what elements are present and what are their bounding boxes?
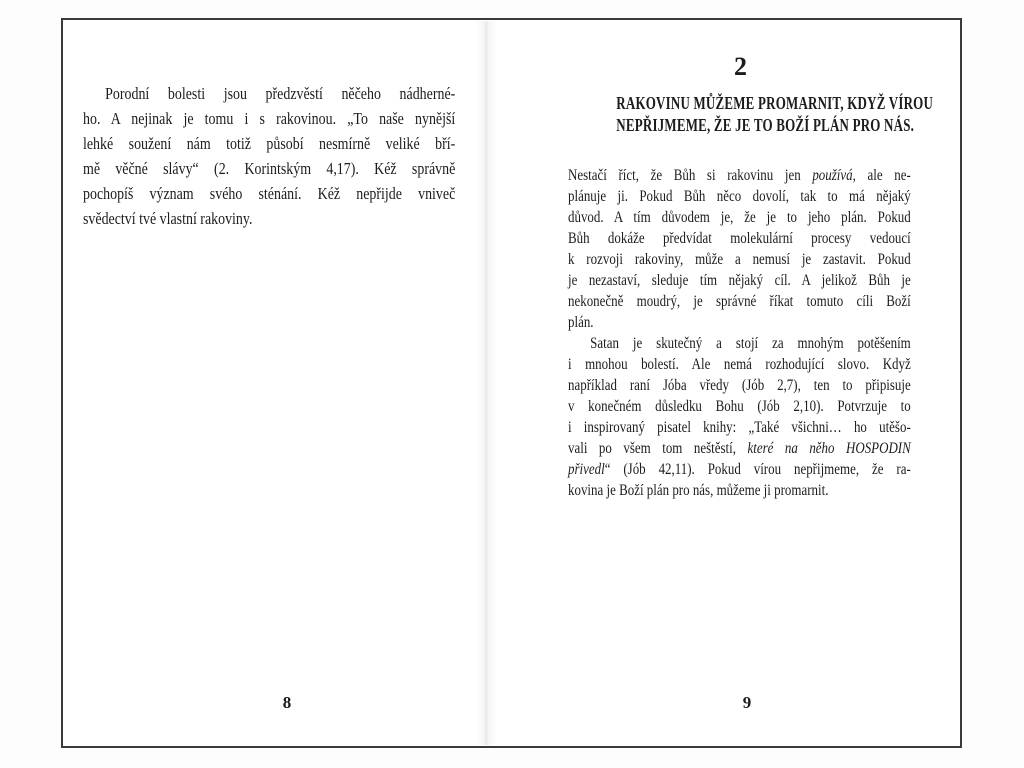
text-line [83,206,455,231]
text-line [568,438,911,459]
text-segment: lehké soužení nám totiž působí nesmírně veliké bří- [83,134,456,153]
text-line [568,291,911,312]
text-segment: ho. A nejinak je tomu i s rakovinou. „To naše nynější [83,109,456,128]
text-segment: Satan je skutečný a stojí za mnohým potěšením [590,335,911,352]
text-line [568,354,911,375]
text-segment: i inspirovaný pisatel knihy: „Také všichni… ho utěšo- [568,419,911,436]
text-line [568,459,911,480]
text-line [568,312,911,333]
text-line [568,417,911,438]
text-line [568,228,911,249]
text-segment-italic: používá [812,167,853,184]
text-line [568,249,911,270]
text-line [568,396,911,417]
text-segment: “ (Jób 42,11). Pokud vírou nepřijmeme, že ra- [604,461,911,478]
text-line [568,207,911,228]
text-segment: Bůh dokáže předvídat molekulární procesy vedoucí [568,230,911,247]
chapter-number: 2 [734,52,747,81]
text-segment: je nezastaví, sleduje tím nějaký cíl. A jelikož Bůh je [568,272,911,289]
text-segment-italic: přivedl [568,461,605,478]
text-segment: plánuje ji. Pokud Bůh něco dovolí, tak to má nějaký [568,188,911,205]
text-segment: k rozvoji rakoviny, může a nemusí je zastavit. Pokud [568,251,911,268]
left-page-number: 8 [282,693,292,712]
text-line [83,181,455,206]
text-segment: kovina je Boží plán pro nás, můžeme ji promarnit. [568,482,829,499]
right-page-body [568,165,911,501]
chapter-title-line-1: RAKOVINU MŮŽEME PROMARNIT, KDYŽ VÍROU [616,93,934,113]
text-segment: i mnohou bolestí. Ale nemá rozhodující slovo. Když [568,356,911,373]
text-segment: , ale ne- [852,167,911,184]
chapter-title-line-2: NEPŘIJMEME, ŽE JE TO BOŽÍ PLÁN PRO NÁS. [616,115,915,135]
text-segment: Porodní bolesti jsou předzvěstí něčeho nádherné- [105,84,456,103]
text-segment: Nestačí říct, že Bůh si rakovinu jen [568,167,813,184]
text-line [568,186,911,207]
text-line [568,375,911,396]
right-page-paragraph-1 [568,165,911,333]
page-gutter-shadow [476,21,496,745]
text-line [83,156,455,181]
text-segment: svědectví tvé vlastní rakoviny. [83,209,253,228]
text-segment-italic: které na něho HOSPODIN [747,440,911,457]
text-segment: důvod. A tím důvodem je, že je to jeho plán. Pokud [568,209,911,226]
text-line [83,131,455,156]
text-line [568,270,911,291]
text-line [83,81,455,106]
text-line [568,333,911,354]
text-segment: pochopíš význam svého sténání. Kéž nepřijde vniveč [83,184,456,203]
text-segment: vali po všem tom neštěstí, [568,440,748,457]
text-segment: v konečném důsledku Bohu (Jób 2,10). Potvrzuje to [568,398,911,415]
left-page-paragraph [83,81,455,231]
text-segment: mě věčné slávy“ (2. Korintským 4,17). Kéž správně [83,159,456,178]
chapter-title [568,92,934,136]
text-line [568,165,911,186]
text-line [83,106,455,131]
right-page-paragraph-2 [568,333,911,501]
right-page-number: 9 [742,693,752,712]
text-line [568,480,911,501]
text-segment: nekonečně moudrý, je správné říkat tomuto cíli Boží [568,293,911,310]
text-segment: například raní Jóba vředy (Jób 2,7), ten to připisuje [568,377,911,394]
text-segment: plán. [568,314,594,331]
